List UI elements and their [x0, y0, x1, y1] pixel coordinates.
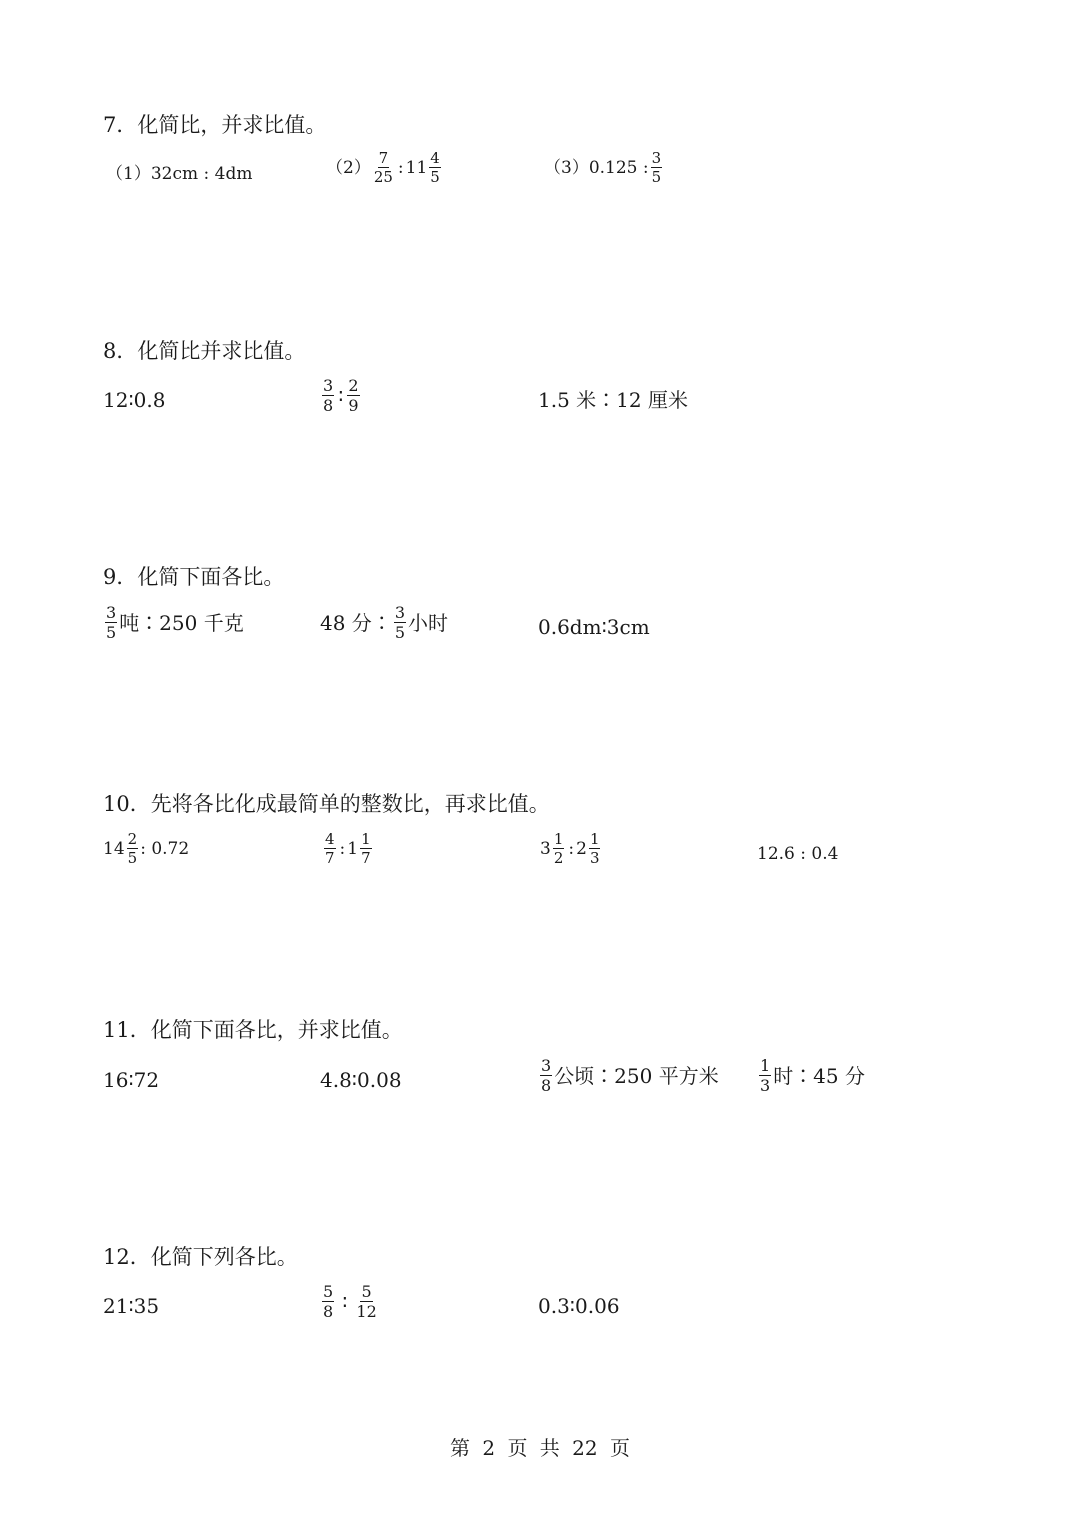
denominator: 3: [760, 1076, 771, 1095]
fraction: [360, 831, 372, 866]
ratio-text: 4.8∶0.08: [320, 1068, 402, 1092]
denominator: 5: [106, 623, 117, 642]
question-8-item-2: [320, 377, 362, 414]
fraction: [589, 831, 601, 866]
numerator: 1: [589, 830, 600, 848]
whole-number: 2: [576, 838, 587, 859]
item-label: （3）: [544, 157, 589, 178]
numerator: 1: [361, 830, 371, 848]
ratio-text: 0.6dm∶3cm: [538, 615, 650, 639]
whole-number: 1: [347, 838, 359, 859]
fraction: [322, 377, 334, 414]
question-12-item-3: [538, 1294, 620, 1318]
item-label: （1）: [106, 164, 151, 184]
fraction: [394, 604, 406, 641]
fraction: [105, 604, 117, 641]
question-10-item-1: [103, 831, 189, 866]
ratio-text: 32cm : 4dm: [150, 164, 253, 184]
numerator: 2: [348, 376, 359, 395]
question-10-title: 10．先将各比化成最简单的整数比，再求比值。: [103, 792, 550, 816]
denominator: 8: [323, 396, 334, 415]
ratio-colon: :: [568, 838, 575, 859]
question-8-item-1: [103, 388, 165, 412]
question-11-item-3: [538, 1057, 719, 1094]
whole-number: 11: [405, 157, 428, 178]
question-9-item-2: [320, 604, 448, 641]
question-12-item-1: [103, 1294, 159, 1318]
whole-number: 3: [540, 838, 551, 859]
numerator: 3: [651, 149, 662, 167]
ratio-text: 12.6 : 0.4: [757, 844, 839, 864]
numerator: 1: [760, 1056, 771, 1075]
question-8-item-3: [538, 388, 688, 412]
denominator: 5: [127, 849, 138, 867]
question-12-title: 12．化简下列各比。: [103, 1245, 298, 1269]
question-8-title: 8．化简比并求比值。: [103, 339, 306, 363]
question-10-item-2: [322, 831, 374, 866]
question-7-title: 7．化简比，并求比值。: [103, 113, 327, 137]
numerator: 7: [378, 149, 389, 167]
numerator: 5: [323, 1282, 334, 1301]
ratio-colon: ∶: [338, 383, 344, 408]
ratio-colon: :: [339, 838, 346, 859]
fraction: [553, 831, 565, 866]
fraction: [429, 150, 441, 185]
ratio-text: 吨∶250 千克: [119, 610, 244, 635]
denominator: 2: [553, 849, 564, 867]
denominator: 8: [541, 1076, 552, 1095]
numerator: 3: [323, 376, 334, 395]
fraction: [347, 377, 359, 414]
numerator: 4: [325, 830, 335, 848]
ratio-text: 1.5 米∶12 厘米: [538, 388, 688, 412]
numerator: 4: [430, 149, 440, 167]
whole-number: 14: [103, 838, 125, 859]
denominator: 5: [651, 168, 662, 186]
numerator: 3: [394, 603, 405, 622]
question-9-item-3: [538, 615, 650, 639]
denominator: 9: [348, 396, 359, 415]
denominator: 7: [325, 849, 335, 867]
ratio-text: 0.125 :: [588, 157, 649, 178]
page-number-footer: 第 2 页 共 22 页: [450, 1436, 630, 1460]
question-7-item-3: [544, 150, 664, 185]
denominator: 8: [323, 1302, 334, 1321]
ratio-text: 0.3∶0.06: [538, 1294, 620, 1318]
question-9-title: 9．化简下面各比。: [103, 565, 285, 589]
question-7-item-1: [106, 162, 252, 186]
question-9-item-1: [103, 604, 244, 641]
denominator: 5: [394, 623, 405, 642]
ratio-colon: :: [397, 157, 404, 178]
ratio-text: 时∶45 分: [773, 1063, 865, 1088]
fraction: [127, 831, 139, 866]
question-11-title: 11．化简下面各比，并求比值。: [103, 1018, 403, 1042]
ratio-text: 12∶0.8: [103, 388, 166, 412]
numerator: 3: [106, 603, 117, 622]
fraction: [324, 831, 336, 866]
denominator: 7: [361, 849, 371, 867]
fraction: [759, 1057, 771, 1094]
fraction: [373, 150, 394, 185]
question-12-item-2: [320, 1283, 380, 1320]
question-11-item-1: [103, 1068, 159, 1092]
numerator: 5: [361, 1282, 372, 1301]
question-7-item-2: [326, 150, 443, 185]
question-10-item-4: [757, 842, 838, 866]
fraction: [322, 1283, 334, 1320]
item-label: （2）: [326, 157, 371, 178]
fraction: [540, 1057, 552, 1094]
numerator: 1: [553, 830, 564, 848]
unit-text: 小时: [408, 610, 448, 635]
denominator: 12: [356, 1302, 377, 1321]
numerator: 2: [127, 830, 138, 848]
ratio-text: 21∶35: [103, 1294, 160, 1318]
ratio-text: : 0.72: [140, 838, 190, 859]
question-11-item-4: [757, 1057, 865, 1094]
denominator: 3: [589, 849, 600, 867]
denominator: 25: [373, 168, 393, 186]
ratio-text: 公顷∶250 平方米: [554, 1063, 719, 1088]
fraction: [651, 150, 663, 185]
ratio-text: 16∶72: [103, 1068, 160, 1092]
question-10-item-3: [540, 831, 602, 866]
question-11-item-2: [320, 1068, 402, 1092]
denominator: 5: [430, 168, 440, 186]
ratio-colon: ∶: [342, 1289, 348, 1314]
ratio-text: 48 分∶: [320, 610, 392, 635]
numerator: 3: [541, 1056, 552, 1075]
fraction: [355, 1283, 377, 1320]
